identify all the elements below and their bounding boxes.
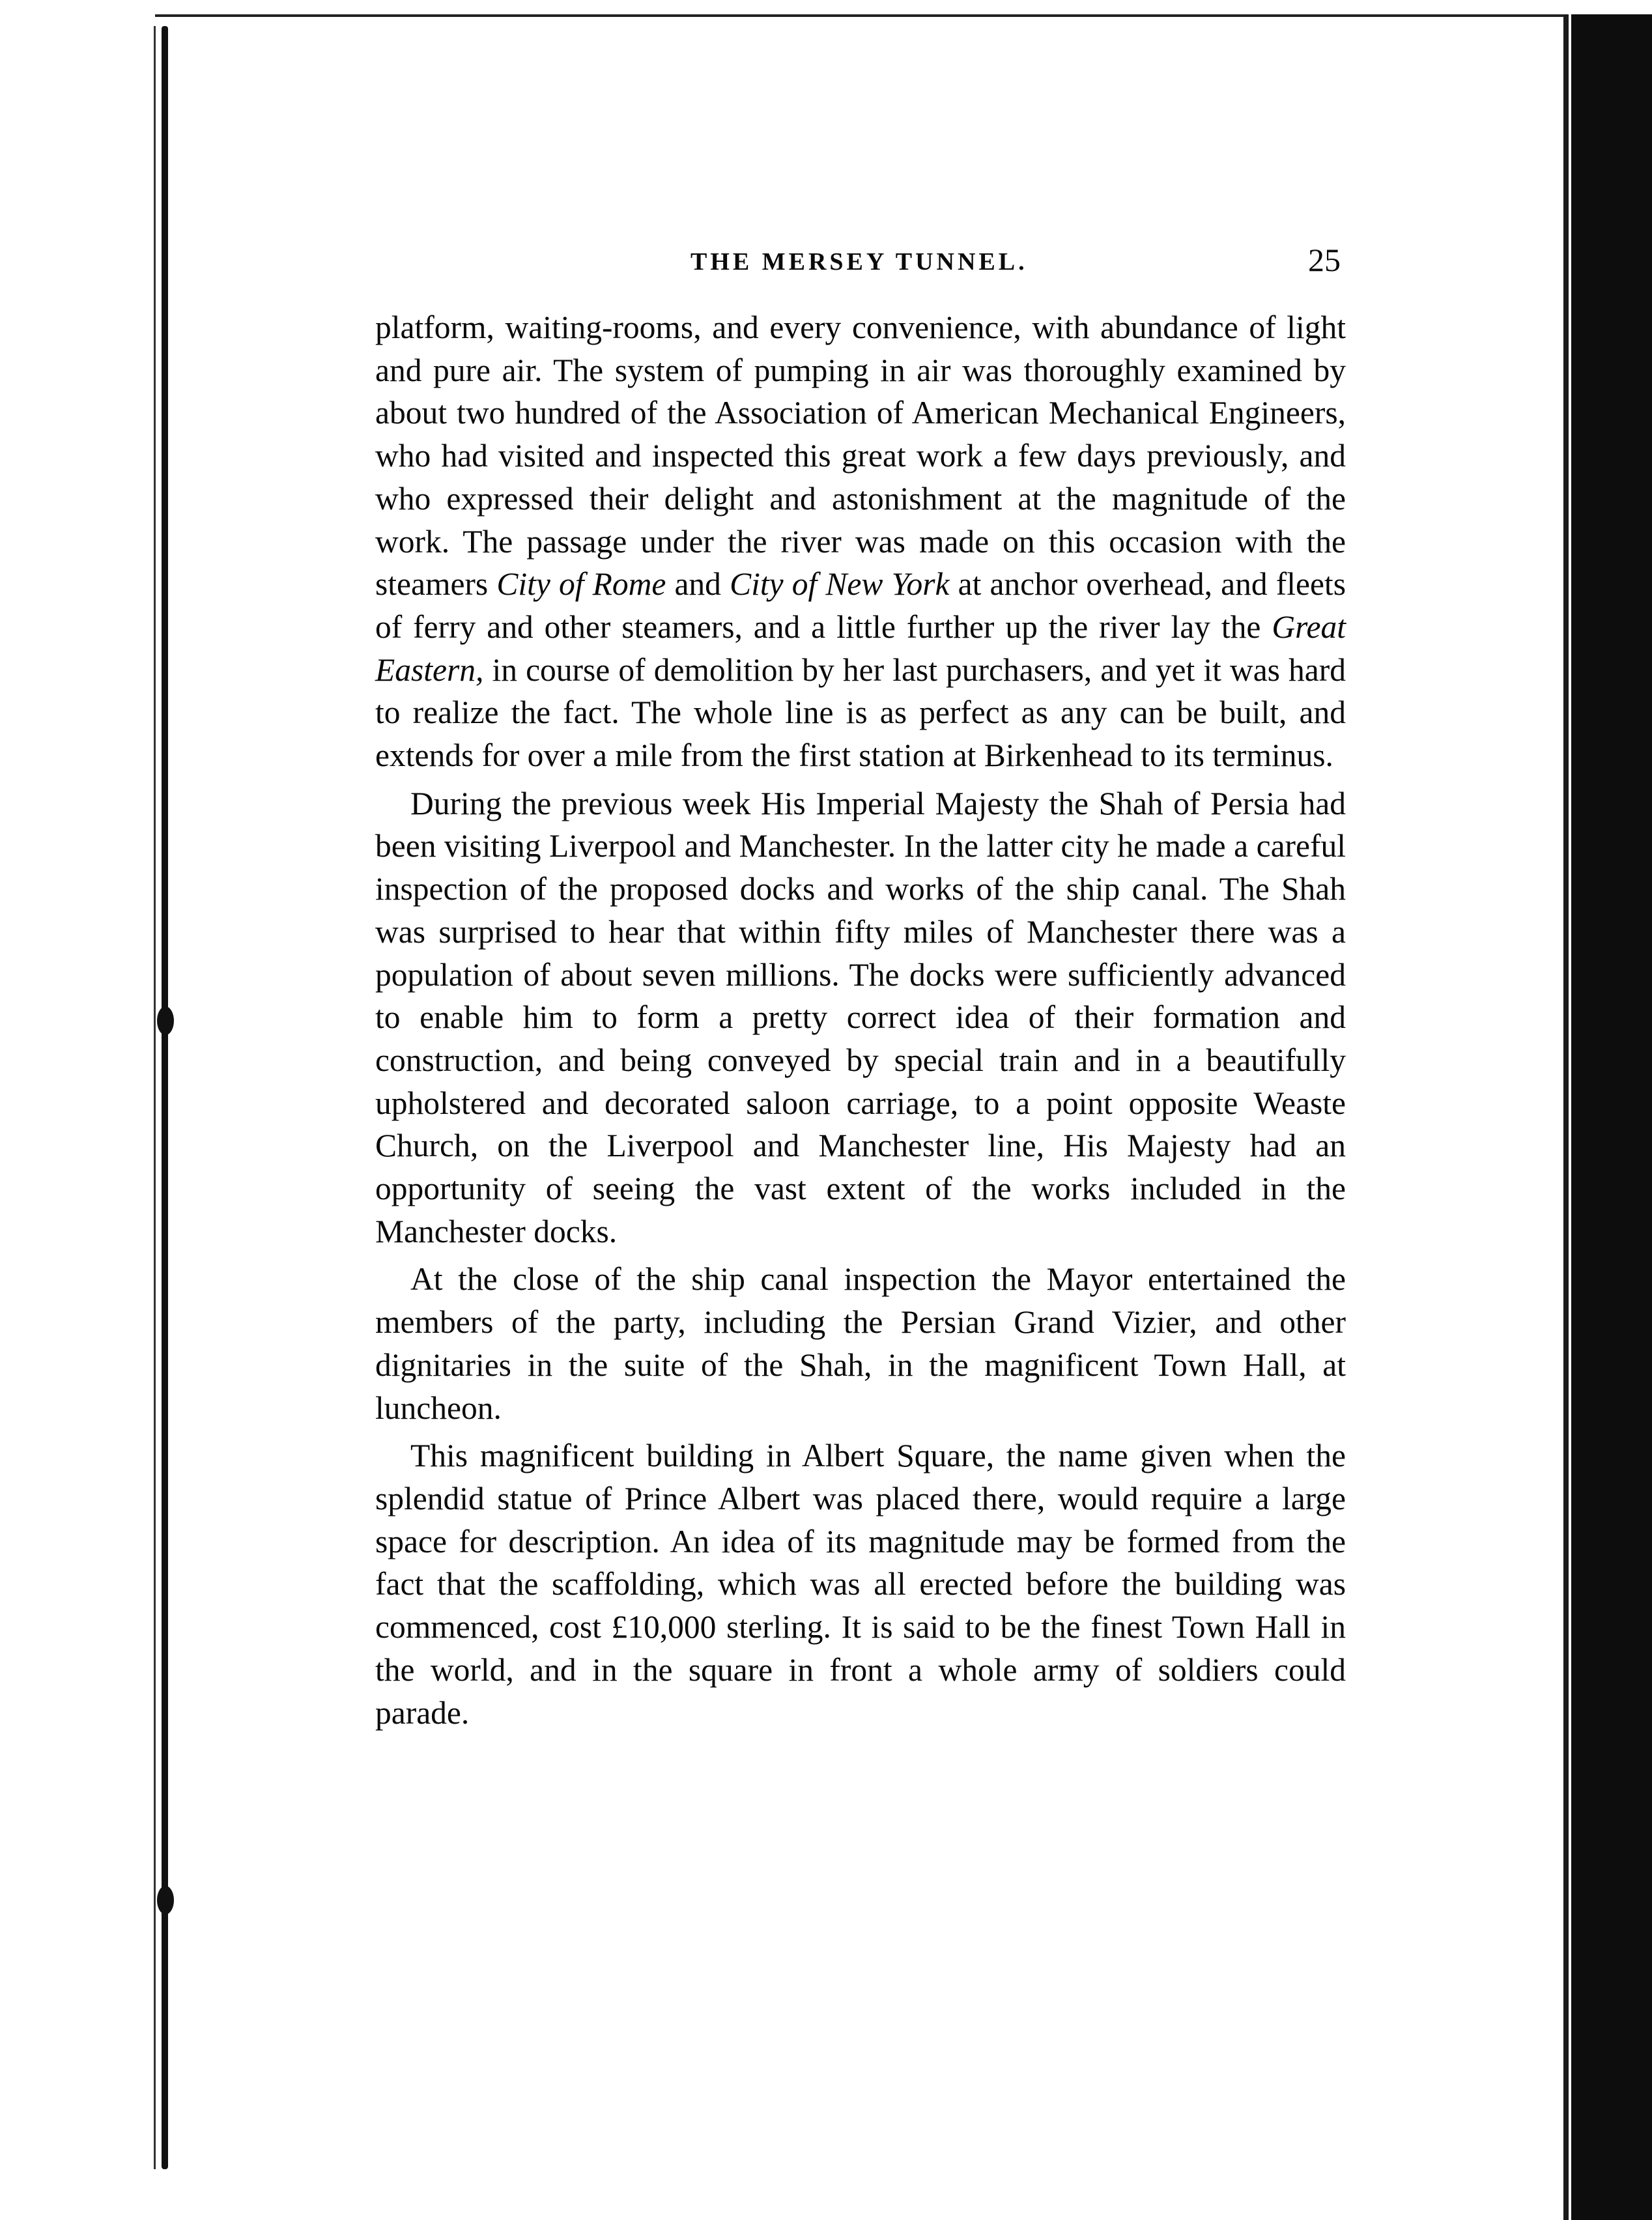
paragraph: This magnificent building in Albert Square, the name given when the splendid statue of Prince Albert was placed there, would require a large space for description. An idea of its magnitude may be formed from the fact that the scaffolding, which was all erected before the building was commenced, cost £10,000 sterling. It is said to be the finest Town Hall in the world, and in the square in front a whole army of soldiers could parade.: [375, 1438, 1346, 1731]
page-edge-left: [162, 26, 168, 2169]
running-title: THE MERSEY TUNNEL.: [691, 248, 1028, 276]
binding-knot: [157, 1006, 174, 1035]
paragraph: [375, 306, 1346, 777]
page-number: 25: [1308, 242, 1341, 278]
page-edge-right: [1563, 14, 1652, 2220]
running-head: [377, 241, 1341, 280]
ship-name: City of New York: [730, 566, 950, 603]
ship-name: City of Rome: [496, 566, 666, 603]
paragraph: During the previous week His Imperial Majesty the Shah of Persia had been visiting Liverpool and Manchester. In the latter city he made a careful inspection of the proposed docks and works of the ship canal. The Shah was surprised to hear that within fifty miles of Manchester there was a population of about seven millions. The docks were sufficiently advanced to enable him to form a pretty correct idea of their formation and construction, and being conveyed by special train and in a beautifully upholstered and decorated saloon carriage, to a point opposite Weaste Church, on the Liverpool and Manchester line, His Majesty had an opportunity of seeing the vast extent of the works included in the Manchester docks.: [375, 785, 1346, 1249]
text-run: and: [666, 566, 730, 603]
binding-thread: [154, 26, 156, 2169]
text-run: platform, waiting-rooms, and every convenience, with abundance of light and pure air. The system of pumping in air was thoroughly examined by about two hundred of the Association of American Mechanical Engineers, who had visited and inspected this great work a few days previously, and who expressed their delight and astonishment at the magnitude of the work. The passage under the river was made on this occasion with the steamers: [375, 309, 1346, 603]
text-run: in course of demolition by her last purchasers, and yet it was hard to realize the fact. The whole line is as perfect as any can be built, and extends for over a mile from the first station at Birkenhead to its terminus.: [375, 651, 1346, 774]
paragraph: At the close of the ship canal inspection the Mayor entertained the members of the party, including the Persian Grand Vizier, and other dignitaries in the suite of the Shah, in the magnificent Town Hall, at luncheon.: [375, 1261, 1346, 1426]
ship-name: Great Eastern,: [375, 608, 1346, 688]
page-edge-top: [155, 14, 1588, 17]
text-run: at anchor overhead, and fleets of ferry and other steamers, and a little further up the river lay the: [375, 566, 1346, 645]
binding-knot: [157, 1886, 174, 1914]
text-body: [375, 306, 1346, 1739]
